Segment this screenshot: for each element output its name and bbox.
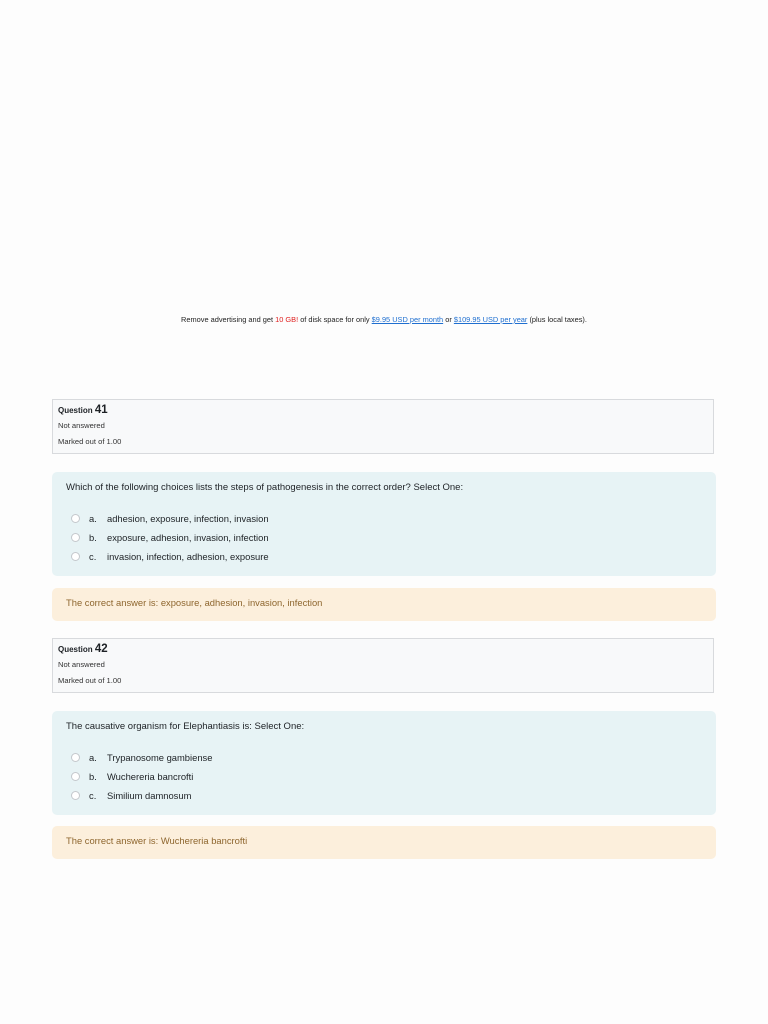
- answer-letter: a.: [89, 752, 97, 763]
- question-label: Question: [58, 645, 93, 654]
- answer-letter: a.: [89, 513, 97, 524]
- answer-text: adhesion, exposure, infection, invasion: [107, 513, 269, 524]
- answer-letter: c.: [89, 551, 97, 562]
- ad-suffix: (plus local taxes).: [527, 315, 587, 324]
- question-info-41: [52, 399, 714, 454]
- answer-option-b[interactable]: [66, 767, 702, 786]
- question-content-42: [52, 711, 716, 815]
- radio-button[interactable]: [71, 533, 80, 542]
- answer-option-a[interactable]: [66, 509, 702, 528]
- answer-option-c[interactable]: [66, 547, 702, 566]
- correct-answer-feedback-41: The correct answer is: exposure, adhesion, invasion, infection: [52, 588, 716, 621]
- question-state: Not answered: [58, 421, 105, 430]
- question-grade: Marked out of 1.00: [58, 676, 122, 685]
- ad-prefix: Remove advertising and get: [181, 315, 276, 324]
- answer-letter: b.: [89, 771, 97, 782]
- answer-text: Trypanosome gambiense: [107, 752, 213, 763]
- question-label: Question: [58, 406, 93, 415]
- monthly-price-link[interactable]: $9.95 USD per month: [371, 315, 444, 324]
- answer-letter: c.: [89, 790, 97, 801]
- question-heading: [58, 404, 708, 418]
- ad-middle: of disk space for only: [298, 315, 372, 324]
- answer-option-b[interactable]: [66, 528, 702, 547]
- question-text: Which of the following choices lists the steps of pathogenesis in the correct order? Select One:: [66, 482, 464, 493]
- answer-text: Similium damnosum: [107, 790, 192, 801]
- question-info-42: [52, 638, 714, 693]
- yearly-price-link[interactable]: $109.95 USD per year: [453, 315, 528, 324]
- question-content-41: [52, 472, 716, 576]
- radio-button[interactable]: [71, 772, 80, 781]
- answer-letter: b.: [89, 532, 97, 543]
- radio-button[interactable]: [71, 514, 80, 523]
- radio-button[interactable]: [71, 791, 80, 800]
- ad-or: or: [443, 315, 454, 324]
- question-grade: Marked out of 1.00: [58, 437, 122, 446]
- question-heading: [58, 643, 708, 657]
- radio-button[interactable]: [71, 552, 80, 561]
- question-state: Not answered: [58, 660, 105, 669]
- radio-button[interactable]: [71, 753, 80, 762]
- answer-text: Wuchereria bancrofti: [107, 771, 194, 782]
- answer-list: [66, 748, 702, 805]
- question-text: The causative organism for Elephantiasis is: Select One:: [66, 721, 305, 732]
- answer-list: [66, 509, 702, 566]
- question-number: 42: [94, 643, 108, 655]
- question-number: 41: [94, 404, 108, 416]
- answer-option-c[interactable]: [66, 786, 702, 805]
- correct-answer-feedback-42: The correct answer is: Wuchereria bancrofti: [52, 826, 716, 859]
- answer-option-a[interactable]: [66, 748, 702, 767]
- ad-highlight: 10 GB!: [275, 315, 299, 324]
- ad-banner: [0, 315, 768, 324]
- answer-text: invasion, infection, adhesion, exposure: [107, 551, 269, 562]
- answer-text: exposure, adhesion, invasion, infection: [107, 532, 269, 543]
